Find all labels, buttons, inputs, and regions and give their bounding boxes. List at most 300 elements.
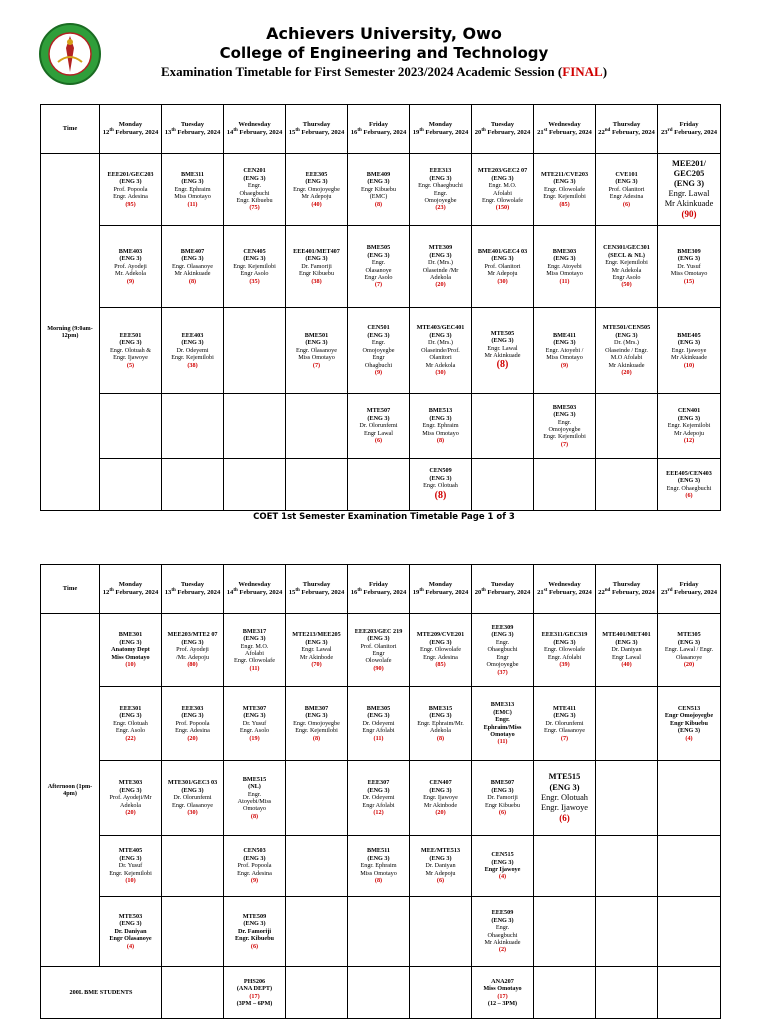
student-count: (8) (496, 359, 509, 371)
day-header (100, 565, 162, 614)
student-count: (2) (498, 946, 507, 954)
course-code: BME401/GEC4 03 (477, 247, 528, 255)
student-count: (75) (249, 204, 260, 212)
day-name: Monday (118, 120, 143, 128)
invigilator: Mr Akinbode (299, 653, 334, 661)
course-code: CEN407 (429, 779, 452, 787)
exam-cell (658, 836, 721, 897)
exam-cell (658, 226, 721, 308)
student-count: (19) (249, 734, 260, 742)
invigilator: Olowolafe (365, 657, 392, 665)
day-month: February, 2024 (672, 129, 718, 137)
invigilator: Engr. Lawal (301, 646, 332, 654)
day-header (534, 105, 596, 154)
invigilator: Engr. Kejemilobi (295, 727, 338, 735)
exam-cell (286, 308, 348, 394)
exam-cell (534, 154, 596, 226)
invigilator: Dr. Daniyan (611, 646, 642, 654)
day-month: February, 2024 (485, 129, 531, 137)
exam-cell (348, 154, 410, 226)
invigilator: Mr Adekola (425, 361, 456, 369)
exam-cell (286, 761, 348, 836)
exam-venue: (ENG 3) (119, 786, 142, 794)
invigilator: Engr Kibuebu (485, 801, 520, 809)
exam-venue: (ENG 3) (677, 477, 701, 485)
course-code: CEN201 (243, 167, 266, 175)
invigilator: Engr. Ephraim (422, 422, 459, 430)
invigilator: Engr (496, 653, 509, 661)
invigilator: Engr Adesina (609, 193, 644, 201)
exam-cell (100, 308, 162, 394)
course-code: EEE305 (305, 170, 328, 178)
student-count: (8) (436, 734, 445, 742)
exam-cell (658, 687, 721, 761)
invigilator: Mr Akinkuade (671, 354, 707, 362)
day-month: February, 2024 (361, 589, 407, 597)
student-count: (8) (434, 489, 447, 501)
exam-cell (224, 614, 286, 687)
day-header (658, 105, 721, 154)
college-name: College of Engineering and Technology (219, 44, 549, 62)
invigilator: Afolabi (493, 189, 512, 197)
exam-cell (162, 154, 224, 226)
exam-venue: (ENG 3) (119, 920, 142, 928)
exam-cell (472, 761, 534, 836)
student-count: (6) (436, 877, 445, 885)
invigilator: Miss Omotayo (360, 869, 397, 877)
day-date: 19 (412, 589, 420, 597)
exam-cell (658, 614, 721, 687)
bme200-label: 200L BME STUDENTS (41, 967, 162, 1019)
student-count: (35) (249, 277, 260, 285)
student-count: (90) (373, 664, 384, 672)
invigilator: Omotayo (242, 805, 267, 813)
invigilator: Engr. Adesina (423, 653, 458, 661)
invigilator: Engr. Adesina (237, 869, 272, 877)
student-count: (20) (435, 809, 446, 817)
invigilator: Dr. Olorunfemi (359, 422, 398, 430)
exam-venue: (ENG 3) (119, 854, 142, 862)
invigilator: Engr. Olotuah (423, 482, 458, 490)
invigilator: Engr. Olotuah & (109, 346, 152, 354)
day-date: 23 (660, 129, 668, 137)
course-code: MEE/MTE513 (420, 847, 461, 855)
day-name: Wednesday (238, 120, 271, 128)
course-code: BME305 (366, 704, 391, 712)
course-code: MTE301/GEC3 03 (167, 779, 218, 787)
exam-venue: (ENG 3) (243, 920, 266, 928)
invigilator: Engr. Olasanoye (172, 801, 213, 809)
exam-venue: (ENG 3) (243, 174, 266, 182)
invigilator: /Mr. Adepoju (176, 653, 209, 661)
exam-cell (348, 761, 410, 836)
day-header (596, 565, 658, 614)
exam-venue: (ENG 3) (491, 255, 514, 263)
invigilator: Miss Omotayo (298, 354, 335, 362)
exam-cell (596, 836, 658, 897)
invigilator: Engr Olasanoye (109, 935, 152, 943)
exam-cell (348, 836, 410, 897)
course-code: EEE401/MET407 (293, 247, 340, 255)
exam-cell (534, 614, 596, 687)
course-code: BME301 (118, 631, 143, 639)
day-suffix: st (543, 588, 548, 594)
student-count: (40) (621, 661, 632, 669)
invigilator: Prof. Popoola (175, 719, 210, 727)
invigilator: Anatomy Dept (111, 646, 150, 654)
exam-cell (100, 394, 162, 459)
exam-cell (348, 687, 410, 761)
course-code: MTE509 (242, 912, 267, 920)
student-count: (6) (250, 942, 259, 950)
exam-venue: (ENG 3) (181, 255, 204, 263)
student-count: (9) (126, 277, 135, 285)
invigilator: Engr. (495, 716, 510, 724)
student-count: (8) (374, 200, 383, 208)
table-row (41, 761, 721, 836)
invigilator: Mr Adepoju (425, 869, 456, 877)
exam-cell (596, 394, 658, 459)
course-code: EEE509 (491, 909, 514, 917)
exam-venue: (NL) (248, 783, 261, 791)
exam-cell (162, 614, 224, 687)
exam-venue: (ENG 3) (491, 858, 514, 866)
invigilator: Engr Asolo (364, 273, 393, 281)
student-count: (7) (312, 361, 321, 369)
exam-venue: (ENG 3) (181, 786, 204, 794)
exam-cell (100, 687, 162, 761)
course-code: MTE411 (552, 704, 577, 712)
invigilator: Mr Adepoju (673, 429, 705, 437)
exam-venue: (ENG 3) (181, 339, 204, 347)
day-date: 14 (226, 589, 234, 597)
student-count: (6) (685, 491, 693, 499)
student-count: (9) (250, 877, 259, 885)
invigilator: Mr Adekola (611, 266, 642, 274)
exam-venue: (ENG 3) (491, 786, 514, 794)
course-code: CEN509 (429, 467, 452, 475)
exam-venue: (ENG 3) (553, 712, 576, 720)
day-name: Thursday (612, 580, 641, 588)
course-code: MTE401/MET401 (602, 631, 651, 639)
exam-cell (534, 836, 596, 897)
invigilator: Engr Omojoyegbe (664, 712, 714, 720)
invigilator: Dr. Odeyemi (362, 794, 395, 802)
exam-cell (596, 967, 658, 1019)
exam-cell (348, 967, 410, 1019)
exam-cell (100, 897, 162, 967)
course-code: CEN501 (367, 324, 390, 332)
day-month: February, 2024 (610, 589, 655, 597)
course-code: BME315 (428, 704, 453, 712)
course-code: MTE209/CVE201 (416, 631, 465, 639)
day-name: Wednesday (238, 580, 271, 588)
table-row (41, 836, 721, 897)
invigilator: Engr. Olasanoye (172, 262, 213, 270)
exam-venue: (ENG 3) (305, 255, 328, 263)
course-code: CVE101 (615, 170, 638, 178)
exam-venue: (EMC) (493, 708, 512, 716)
student-count: (20) (683, 661, 695, 669)
day-month: February, 2024 (299, 589, 345, 597)
exam-venue: (ENG 3) (677, 638, 701, 646)
student-count: (38) (311, 277, 322, 285)
course-code: MTE305 (677, 631, 701, 639)
invigilator: Mr Akinkuade (174, 270, 211, 278)
day-month: February, 2024 (423, 589, 469, 597)
invigilator: Engr. Olotuah (541, 792, 588, 802)
day-date: 22 (598, 129, 605, 137)
invigilator: Engr. Kejemilobi (543, 193, 586, 201)
exam-cell (472, 687, 534, 761)
day-header (410, 105, 472, 154)
time-header: Time (41, 565, 100, 614)
course-code: EEE309 (491, 623, 514, 631)
exam-venue: (ENG 3) (305, 712, 328, 720)
table-row (41, 394, 721, 459)
course-code: MTE309 (428, 244, 453, 252)
exam-cell (224, 897, 286, 967)
student-count: (37) (497, 668, 508, 676)
invigilator: Engr. Lawal (487, 344, 518, 352)
day-suffix: rd (667, 588, 673, 594)
day-date: 16 (350, 129, 358, 137)
day-suffix: th (233, 128, 238, 134)
invigilator: Engr. (371, 339, 386, 347)
course-code: BME405 (677, 331, 701, 339)
day-suffix: th (357, 588, 362, 594)
student-count: (7) (374, 281, 383, 289)
invigilator: Ohaegbuchi (487, 646, 518, 654)
exam-venue: (ENG 3) (367, 712, 390, 720)
exam-cell (224, 308, 286, 394)
course-code: EEE203/GEC 219 (354, 627, 403, 635)
exam-venue: (ENG 3) (181, 178, 204, 186)
student-count: (17) (249, 992, 260, 1000)
exam-cell (596, 154, 658, 226)
invigilator: Mr Akinkuade (484, 351, 521, 359)
day-month: February, 2024 (175, 589, 221, 597)
morning-timetable (40, 104, 721, 511)
time-header: Time (41, 105, 100, 154)
student-count: (8) (312, 734, 321, 742)
invigilator: Engr. Kibuebu (236, 196, 273, 204)
exam-venue: (ENG 3) (367, 331, 390, 339)
invigilator: Dr. Yusuf (118, 862, 143, 870)
invigilator: Mr Akinkuade (608, 361, 645, 369)
student-count: (4) (498, 873, 507, 881)
course-code: CEN513 (677, 704, 701, 712)
course-code: EEE405/CEN403 (666, 469, 712, 477)
day-month: February, 2024 (547, 129, 592, 137)
exam-cell (286, 394, 348, 459)
day-header (286, 105, 348, 154)
day-month: February, 2024 (485, 589, 531, 597)
course-code: BME407 (180, 247, 205, 255)
day-header (162, 105, 224, 154)
exam-cell (534, 761, 596, 836)
table-row (41, 226, 721, 308)
exam-venue: (ENG 3) (553, 178, 576, 186)
student-count: (30) (497, 277, 508, 285)
exam-venue: (ENG 3) (119, 638, 142, 646)
invigilator: Engr. Kejemilobi (605, 259, 648, 267)
exam-cell (596, 897, 658, 967)
invigilator: Dr. Daniyan (114, 927, 147, 935)
course-code: EEE501 (119, 331, 142, 339)
exam-venue: (ENG 3) (673, 179, 704, 189)
exam-venue: (ENG 3) (553, 255, 576, 263)
student-count: (5) (126, 361, 135, 369)
day-header (224, 565, 286, 614)
exam-venue: (ENG 3) (429, 174, 452, 182)
day-date: 12 (102, 589, 110, 597)
day-name: Friday (679, 580, 699, 588)
exam-cell (596, 459, 658, 511)
day-suffix: th (171, 128, 176, 134)
invigilator: Olaseinde /Mr (422, 266, 459, 274)
exam-cell (348, 226, 410, 308)
invigilator: Engr. Kejemilobi (233, 262, 276, 270)
day-name: Tuesday (490, 580, 515, 588)
invigilator: (EMC) (369, 193, 388, 201)
day-name: Thursday (612, 120, 641, 128)
exam-cell (410, 308, 472, 394)
course-code: MTE515 (548, 772, 581, 782)
student-count: (6) (498, 809, 507, 817)
invigilator: Prof. Ayodeji/Mr (109, 794, 152, 802)
exam-cell (534, 687, 596, 761)
exam-title: Examination Timetable for First Semester 2023/2024 Academic Session (FINAL) (160, 64, 608, 79)
invigilator: Engr. Kejemilobi (109, 869, 152, 877)
invigilator: Dr. Famoriji (487, 794, 518, 802)
exam-venue: (ANA DEPT) (236, 985, 273, 993)
student-count: (6) (622, 200, 631, 208)
invigilator: Prof. Olanitori (608, 185, 645, 193)
invigilator: Engr. Asolo (115, 727, 146, 735)
day-month: February, 2024 (175, 129, 221, 137)
invigilator: Olasanoye (675, 653, 703, 661)
day-date: 20 (474, 589, 482, 597)
table-row (41, 897, 721, 967)
invigilator: Engr. Ohaegbuchi (418, 182, 463, 190)
invigilator: Mr. Adekola (115, 270, 146, 278)
exam-venue: (ENG 3) (305, 638, 328, 646)
invigilator: Engr. Ephraim/Mr. (417, 719, 464, 727)
student-count: (10) (125, 877, 136, 885)
day-month: February, 2024 (610, 129, 655, 137)
day-header (348, 105, 410, 154)
invigilator: Miss Omotayo (546, 354, 583, 362)
exam-venue: (ENG 3) (429, 712, 452, 720)
exam-venue: (ENG 3) (429, 414, 452, 422)
course-code: MEE201/ GEC205 (672, 158, 706, 178)
course-code: MTE507 (366, 407, 391, 415)
course-code: BME503 (552, 403, 577, 411)
day-suffix: st (543, 128, 548, 134)
course-code: BME403 (118, 247, 143, 255)
course-code: BME303 (552, 247, 577, 255)
day-name: Friday (368, 120, 389, 128)
invigilator: Prof. Ayodeji (176, 646, 209, 654)
exam-venue: (ENG 3) (119, 712, 142, 720)
exam-cell (162, 226, 224, 308)
exam-cell (534, 967, 596, 1019)
exam-cell (410, 761, 472, 836)
exam-cell (100, 154, 162, 226)
exam-cell (472, 836, 534, 897)
page-footer: COET 1st Semester Examination Timetable Page 1 of 3 (253, 512, 515, 522)
invigilator: Engr Afolabi (362, 801, 395, 809)
day-header (100, 105, 162, 154)
student-count: (95) (125, 200, 136, 208)
invigilator: Engr. Olowolafe (482, 196, 523, 204)
invigilator: Engr. Olowolafe (234, 657, 275, 665)
invigilator: Omojoyegbe (486, 661, 519, 669)
course-code: EEE307 (367, 779, 390, 787)
invigilator: Prof. Olanitori (484, 262, 521, 270)
day-suffix: nd (604, 128, 611, 134)
invigilator: Engr. Ephraim (174, 185, 211, 193)
day-date: 22 (598, 589, 605, 597)
student-count: (38) (187, 361, 198, 369)
exam-cell (224, 226, 286, 308)
day-suffix: nd (604, 588, 611, 594)
course-code: EEE313 (429, 167, 452, 175)
exam-venue: (ENG 3) (677, 414, 701, 422)
invigilator: Engr Kibuebu (361, 185, 396, 193)
student-count: (4) (685, 734, 693, 742)
course-code: PHS206 (243, 977, 266, 985)
day-name: Friday (368, 580, 389, 588)
day-name: Tuesday (490, 120, 515, 128)
day-name: Wednesday (548, 580, 581, 588)
exam-venue: (ENG 3) (429, 786, 452, 794)
exam-venue: (ENG 3) (367, 854, 390, 862)
student-count: (8) (436, 437, 445, 445)
course-code: MTE213/MEE205 (292, 631, 341, 639)
exam-cell (224, 687, 286, 761)
invigilator: Engr. Lawal (668, 189, 710, 199)
invigilator: Afolabi (245, 650, 264, 657)
invigilator: Engr. (433, 189, 448, 197)
morning-label: Morning (9:0am-12pm) (41, 154, 100, 511)
table-row (41, 459, 721, 511)
exam-cell (224, 967, 286, 1019)
exam-venue: (ENG 3) (367, 786, 390, 794)
invigilator: Omotayo (490, 730, 515, 738)
invigilator: Adekola (120, 801, 141, 809)
exam-cell (410, 967, 472, 1019)
exam-venue: (ENG 3) (491, 174, 514, 182)
invigilator: Olasanoye (365, 266, 392, 274)
invigilator: Engr (372, 354, 385, 362)
exam-time: (3PM – 6PM) (236, 999, 273, 1007)
invigilator: Prof. Popoola (113, 185, 148, 193)
invigilator: Engr Asolo (240, 270, 269, 278)
day-month: February, 2024 (423, 129, 469, 137)
student-count: (40) (311, 200, 322, 208)
day-suffix: th (233, 588, 238, 594)
exam-venue: (ENG 3) (243, 712, 266, 720)
day-month: February, 2024 (672, 589, 718, 597)
day-date: 13 (164, 589, 172, 597)
exam-time: (12 – 3PM) (487, 999, 518, 1007)
invigilator: Engr. Ohaegbuchi (666, 484, 712, 492)
exam-cell (162, 687, 224, 761)
exam-cell (162, 394, 224, 459)
invigilator: Engr. Adesina (113, 193, 148, 201)
